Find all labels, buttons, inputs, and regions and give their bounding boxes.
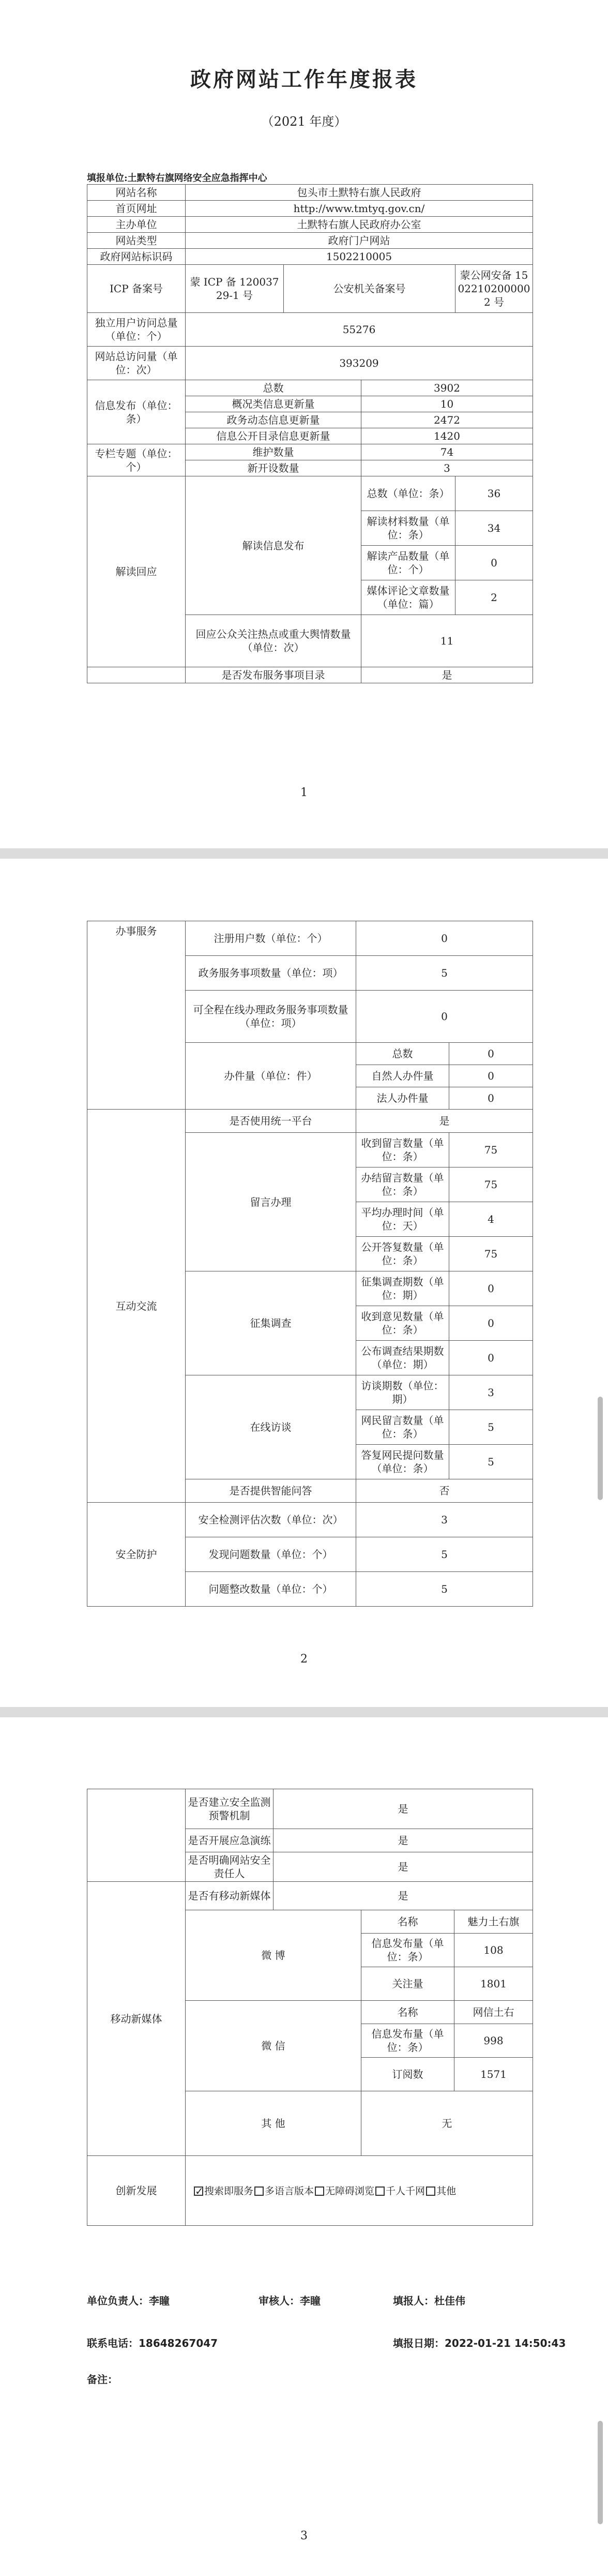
table-row [87, 476, 533, 511]
checkbox-icon[interactable] [194, 2186, 203, 2196]
table-row [87, 265, 533, 313]
field-label: 新开设数量 [186, 460, 361, 476]
section-label: 移动新媒体 [87, 1882, 186, 2156]
field-value: 否 [356, 1479, 533, 1503]
field-label: 订阅数 [361, 2058, 454, 2091]
field-value: 10 [361, 396, 533, 412]
field-label: 公安机关备案号 [284, 265, 455, 313]
field-label: 维护数量 [186, 444, 361, 460]
field-value: 是 [273, 1829, 533, 1852]
empty-cell [87, 1789, 186, 1882]
field-value: 0 [356, 921, 533, 956]
field-value: 蒙 ICP 备 12003729-1 号 [186, 265, 284, 313]
subsection-label: 解读信息发布 [186, 476, 361, 615]
section-label: 安全防护 [87, 1503, 186, 1607]
table-row [87, 217, 533, 233]
field-value: 75 [449, 1167, 533, 1202]
field-value: 55276 [186, 313, 533, 347]
remark: 备注： [87, 2373, 118, 2386]
report-table-2 [87, 921, 533, 1607]
checkbox-icon[interactable] [375, 2186, 385, 2196]
field-value: http://www.tmtyq.gov.cn/ [186, 201, 533, 217]
field-label: 是否建立安全监测预警机制 [186, 1789, 273, 1829]
field-label: 名称 [361, 1910, 454, 1934]
field-label: 是否提供智能问答 [186, 1479, 356, 1503]
checkbox-icon[interactable] [254, 2186, 264, 2196]
fill-date: 填报日期：2022-01-21 14:50:43 [393, 2337, 566, 2349]
field-label: 概况类信息更新量 [186, 396, 361, 412]
checkbox-icon[interactable] [426, 2186, 435, 2196]
section-label: 办事服务 [87, 921, 186, 1110]
subsection-label: 其 他 [186, 2091, 361, 2156]
field-value: 0 [449, 1065, 533, 1087]
subsection-label: 微 信 [186, 2001, 361, 2091]
field-label: 政务服务事项数量（单位：项） [186, 956, 356, 991]
table-row [87, 313, 533, 347]
field-label: 安全检测评估次数（单位：次） [186, 1503, 356, 1537]
table-row [87, 1882, 533, 1910]
field-value: 34 [455, 511, 533, 546]
field-value: 75 [449, 1133, 533, 1167]
empty-cell [87, 667, 186, 683]
subsection-label: 微 博 [186, 1910, 361, 2001]
field-label: 答复网民提问数量（单位：条） [356, 1445, 449, 1479]
subsection-label: 在线访谈 [186, 1375, 356, 1479]
field-value: 2472 [361, 412, 533, 428]
field-value: 政府门户网站 [186, 233, 533, 249]
field-label: 是否明确网站安全责任人 [186, 1852, 273, 1882]
field-value: 3 [449, 1375, 533, 1410]
field-value: 108 [454, 1934, 533, 1967]
field-value: 3902 [361, 380, 533, 396]
report-year: （2021 年度） [261, 114, 347, 129]
field-value: 蒙公网安备 15022102000002 号 [455, 265, 533, 313]
page-number: 3 [300, 2529, 308, 2542]
section-label: 互动交流 [87, 1110, 186, 1503]
field-value: 998 [454, 2024, 533, 2058]
scrollbar-thumb[interactable] [598, 1397, 603, 1500]
contact-phone: 联系电话：18648267047 [87, 2337, 218, 2349]
field-label: 媒体评论文章数量（单位：篇） [361, 580, 455, 615]
field-value: 土默特右旗人民政府办公室 [186, 217, 533, 233]
page-number: 2 [300, 1653, 308, 1666]
report-page-3 [0, 1717, 608, 2576]
field-value: 是 [356, 1110, 533, 1133]
filler-unit: 填报单位:土默特右旗网络安全应急指挥中心 [87, 173, 267, 184]
table-row [87, 667, 533, 683]
field-label: 收到意见数量（单位：条） [356, 1306, 449, 1341]
innovation-options [186, 2156, 533, 2226]
scrollbar-thumb[interactable] [598, 2421, 603, 2524]
subsection-label: 征集调查 [186, 1271, 356, 1375]
field-value: 36 [455, 476, 533, 511]
field-label: 首页网址 [87, 201, 186, 217]
field-value: 0 [449, 1087, 533, 1110]
field-value: 5 [356, 956, 533, 991]
report-page-1 [0, 0, 608, 848]
field-value: 0 [449, 1341, 533, 1375]
section-label: 创新发展 [87, 2156, 186, 2226]
field-label: 名称 [361, 2001, 454, 2024]
option-label: 多语言版本 [265, 2185, 314, 2197]
field-label: 关注量 [361, 1967, 454, 2001]
field-label: 政务动态信息更新量 [186, 412, 361, 428]
field-label: 办结留言数量（单位：条） [356, 1167, 449, 1202]
field-label: 公开答复数量（单位：条） [356, 1237, 449, 1271]
report-title: 政府网站工作年度报表 [190, 67, 418, 92]
table-row [87, 249, 533, 265]
field-label: 收到留言数量（单位：条） [356, 1133, 449, 1167]
section-label: 专栏专题（单位：个） [87, 444, 186, 476]
field-label: 解读产品数量（单位：个） [361, 546, 455, 580]
field-label: 总数 [186, 380, 361, 396]
field-label: ICP 备案号 [87, 265, 186, 313]
subsection-label: 留言办理 [186, 1133, 356, 1271]
field-value: 0 [455, 546, 533, 580]
field-value: 0 [449, 1306, 533, 1341]
table-row [87, 2156, 533, 2226]
field-value: 5 [356, 1537, 533, 1572]
field-value: 75 [449, 1237, 533, 1271]
report-page-2 [0, 859, 608, 1707]
field-value: 1420 [361, 428, 533, 444]
innovation-option [375, 2185, 425, 2197]
field-value: 0 [356, 991, 533, 1043]
innovation-option [254, 2185, 314, 2197]
field-value: 1502210005 [186, 249, 533, 265]
table-row [87, 921, 533, 956]
field-value: 是 [273, 1852, 533, 1882]
field-label: 是否有移动新媒体 [186, 1882, 273, 1910]
field-value: 5 [356, 1572, 533, 1607]
field-label: 总数（单位：条） [361, 476, 455, 511]
field-value: 是 [361, 667, 533, 683]
field-label: 问题整改数量（单位：个） [186, 1572, 356, 1607]
field-value: 5 [449, 1410, 533, 1445]
field-label: 主办单位 [87, 217, 186, 233]
table-row [87, 1789, 533, 1829]
field-label: 是否开展应急演练 [186, 1829, 273, 1852]
field-label: 是否使用统一平台 [186, 1110, 356, 1133]
option-label: 千人千网 [386, 2185, 425, 2197]
section-label: 解读回应 [87, 476, 186, 667]
field-value: 11 [361, 615, 533, 667]
field-value: 是 [273, 1882, 533, 1910]
field-value: 是 [273, 1789, 533, 1829]
field-value: 3 [361, 460, 533, 476]
table-row [87, 185, 533, 201]
innovation-option [426, 2185, 456, 2197]
field-label: 征集调查期数（单位：期） [356, 1271, 449, 1306]
field-label: 政府网站标识码 [87, 249, 186, 265]
field-label: 网站类型 [87, 233, 186, 249]
innovation-option [315, 2185, 374, 2197]
field-label: 自然人办件量 [356, 1065, 449, 1087]
table-row [87, 233, 533, 249]
innovation-option [194, 2185, 253, 2197]
field-value: 1801 [454, 1967, 533, 2001]
field-value: 1571 [454, 2058, 533, 2091]
field-label: 平均办理时间（单位：天） [356, 1202, 449, 1237]
subsection-label: 办件量（单位：件） [186, 1043, 356, 1110]
field-value: 包头市土默特右旗人民政府 [186, 185, 533, 201]
field-label: 是否发布服务事项目录 [186, 667, 361, 683]
field-label: 可全程在线办理政务服务事项数量（单位：项） [186, 991, 356, 1043]
field-label: 发现问题数量（单位：个） [186, 1537, 356, 1572]
table-row [87, 201, 533, 217]
field-label: 总数 [356, 1043, 449, 1065]
report-table-1 [87, 184, 533, 683]
field-label: 回应公众关注热点或重大舆情数量（单位：次） [186, 615, 361, 667]
table-row [87, 1503, 533, 1537]
field-value: 4 [449, 1202, 533, 1237]
option-label: 无障碍浏览 [325, 2185, 375, 2197]
field-value: 无 [361, 2091, 533, 2156]
field-label: 网民留言数量（单位：条） [356, 1410, 449, 1445]
field-value: 魅力土右旗 [454, 1910, 533, 1934]
field-value: 5 [449, 1445, 533, 1479]
field-label: 独立用户访问总量（单位：个） [87, 313, 186, 347]
field-value: 393209 [186, 347, 533, 380]
checkbox-icon[interactable] [315, 2186, 324, 2196]
field-value: 2 [455, 580, 533, 615]
option-label: 搜索即服务 [204, 2185, 254, 2197]
field-label: 法人办件量 [356, 1087, 449, 1110]
field-value: 74 [361, 444, 533, 460]
reviewer: 审核人：李瞳 [259, 2295, 321, 2307]
table-row [87, 380, 533, 396]
field-label: 访谈期数（单位：期） [356, 1375, 449, 1410]
field-value: 网信土右 [454, 2001, 533, 2024]
field-value: 0 [449, 1043, 533, 1065]
field-label: 网站名称 [87, 185, 186, 201]
field-label: 公布调查结果期数（单位：期） [356, 1341, 449, 1375]
section-label: 信息发布（单位：条） [87, 380, 186, 444]
unit-responsible: 单位负责人：李瞳 [87, 2295, 170, 2307]
table-row [87, 1110, 533, 1133]
report-table-3 [87, 1789, 533, 2226]
field-label: 信息发布量（单位：条） [361, 2024, 454, 2058]
field-label: 解读材料数量（单位：条） [361, 511, 455, 546]
table-row [87, 444, 533, 460]
field-value: 3 [356, 1503, 533, 1537]
field-label: 注册用户数（单位：个） [186, 921, 356, 956]
field-label: 网站总访问量（单位：次） [87, 347, 186, 380]
table-row [87, 347, 533, 380]
filler-person: 填报人：杜佳伟 [393, 2295, 465, 2307]
field-label: 信息公开目录信息更新量 [186, 428, 361, 444]
page-number: 1 [300, 786, 308, 799]
option-label: 其他 [436, 2185, 457, 2197]
field-label: 信息发布量（单位：条） [361, 1934, 454, 1967]
field-value: 0 [449, 1271, 533, 1306]
